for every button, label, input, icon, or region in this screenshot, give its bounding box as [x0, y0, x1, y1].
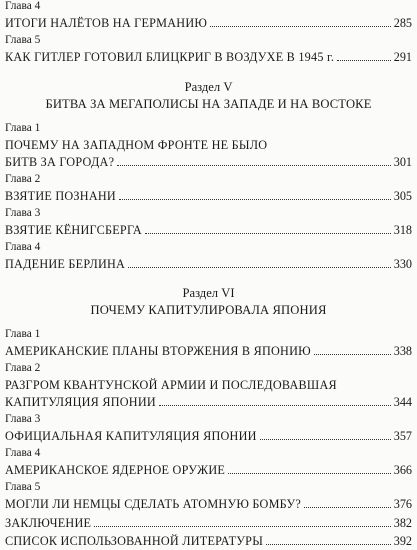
toc-entry-title-line: ПОЧЕМУ НА ЗАПАДНОМ ФРОНТЕ НЕ БЫЛО — [5, 138, 268, 152]
toc-entry-title: БИТВ ЗА ГОРОДА? — [5, 155, 115, 169]
toc-entry-page: 392 — [393, 534, 412, 548]
toc-entry-title: ВЗЯТИЕ КЁНИГСБЕРГА — [5, 223, 142, 237]
section-label: Раздел V — [184, 80, 233, 94]
toc-entry-page: 344 — [393, 395, 412, 409]
toc-entry — [5, 394, 412, 411]
toc-entry-title: КАК ГИТЛЕР ГОТОВИЛ БЛИЦКРИГ В ВОЗДУХЕ В 1945 г. — [5, 50, 335, 64]
chapter-label: Глава 4 — [5, 447, 41, 459]
toc-entry-page: 301 — [393, 155, 412, 169]
toc-entry-page: 357 — [393, 429, 412, 443]
toc-entry-title: АМЕРИКАНСКОЕ ЯДЕРНОЕ ОРУЖИЕ — [5, 463, 226, 477]
toc-entry — [5, 222, 412, 239]
toc-entry-page: 338 — [393, 344, 412, 358]
leader-dots — [94, 515, 391, 527]
toc-entry-page: 305 — [393, 189, 412, 203]
chapter-label: Глава 5 — [5, 34, 41, 46]
toc-entry-title: ВЗЯТИЕ ПОЗНАНИ — [5, 189, 116, 203]
leader-dots — [314, 343, 391, 355]
toc-entry-title: АМЕРИКАНСКИЕ ПЛАНЫ ВТОРЖЕНИЯ В ЯПОНИЮ — [5, 344, 311, 358]
toc-entry — [5, 256, 412, 273]
toc-entry-title: СПИСОК ИСПОЛЬЗОВАННОЙ ЛИТЕРАТУРЫ — [5, 534, 264, 548]
toc-entry — [5, 343, 412, 360]
chapter-label: Глава 2 — [5, 173, 41, 185]
toc-entry — [5, 15, 412, 32]
toc-entry-page: 291 — [393, 50, 412, 64]
chapter-label: Глава 4 — [5, 241, 41, 253]
leader-dots — [159, 394, 391, 406]
toc-entry-page: 330 — [393, 257, 412, 271]
section-label: Раздел VI — [182, 286, 235, 300]
section-title: БИТВА ЗА МЕГАПОЛИСЫ НА ЗАПАДЕ И НА ВОСТОКЕ — [45, 97, 372, 111]
leader-dots — [260, 428, 391, 440]
leader-dots — [145, 222, 391, 234]
chapter-label: Глава 3 — [5, 413, 41, 425]
chapter-label: Глава 2 — [5, 362, 41, 374]
toc-entry-title: ПАДЕНИЕ БЕРЛИНА — [5, 257, 126, 271]
toc-entry — [5, 428, 412, 445]
leader-dots — [117, 154, 390, 166]
toc-entry-title: ИТОГИ НАЛЁТОВ НА ГЕРМАНИЮ — [5, 16, 208, 30]
leader-dots — [266, 533, 391, 545]
toc-entry-page: 318 — [393, 223, 412, 237]
leader-dots — [128, 256, 391, 268]
toc-entry-bibliography — [5, 533, 412, 550]
toc-entry-title: ЗАКЛЮЧЕНИЕ — [5, 516, 92, 530]
toc-entry-conclusion — [5, 515, 412, 532]
chapter-label: Глава 1 — [5, 122, 41, 134]
chapter-label: Глава 4 — [5, 0, 41, 12]
toc-entry-page: 285 — [393, 16, 412, 30]
leader-dots — [210, 15, 391, 27]
toc-entry-title-line: РАЗГРОМ КВАНТУНСКОЙ АРМИИ И ПОСЛЕДОВАВШАЯ — [5, 378, 337, 392]
toc-entry — [5, 496, 412, 513]
toc-entry-page: 376 — [393, 497, 412, 511]
toc-entry — [5, 49, 412, 66]
toc-entry-title: МОГЛИ ЛИ НЕМЦЫ СДЕЛАТЬ АТОМНУЮ БОМБУ? — [5, 497, 302, 511]
section-title: ПОЧЕМУ КАПИТУЛИРОВАЛА ЯПОНИЯ — [90, 303, 327, 317]
chapter-label: Глава 5 — [5, 481, 41, 493]
leader-dots — [119, 188, 391, 200]
leader-dots — [304, 496, 391, 508]
toc-entry-title: КАПИТУЛЯЦИЯ ЯПОНИИ — [5, 395, 156, 409]
chapter-label: Глава 1 — [5, 328, 41, 340]
toc-entry — [5, 462, 412, 479]
toc-entry-page: 366 — [393, 463, 412, 477]
toc-entry-page: 382 — [393, 516, 412, 530]
toc-entry — [5, 154, 412, 171]
toc-entry-title: ОФИЦИАЛЬНАЯ КАПИТУЛЯЦИЯ ЯПОНИИ — [5, 429, 257, 443]
toc-entry — [5, 188, 412, 205]
chapter-label: Глава 3 — [5, 207, 41, 219]
leader-dots — [228, 462, 391, 474]
leader-dots — [337, 49, 391, 61]
